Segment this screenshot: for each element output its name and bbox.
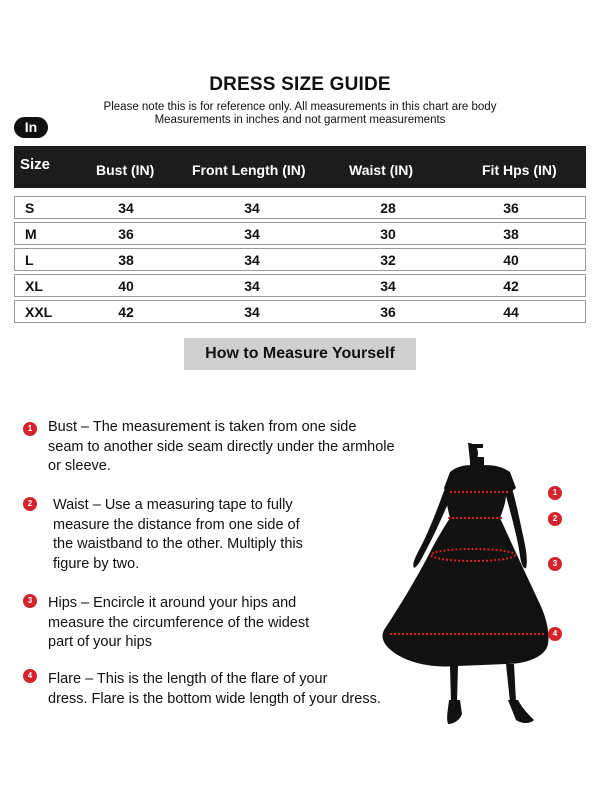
size-cell: M (25, 226, 37, 242)
unit-badge: In (14, 117, 48, 138)
instruction-flare (48, 670, 381, 709)
front-length-cell: 34 (244, 278, 260, 294)
size-table-header (14, 146, 586, 188)
reference-note-line-1: Please note this is for reference only. All measurements in this chart are body (103, 101, 497, 113)
bust-cell: 34 (118, 200, 134, 216)
waist-cell: 32 (380, 252, 396, 268)
header-waist: Waist (IN) (349, 162, 414, 178)
fit-hips-cell: 40 (503, 252, 519, 268)
instruction-hips (48, 594, 309, 653)
fit-hips-cell: 44 (503, 304, 519, 320)
instruction-line: part of your hips (48, 634, 152, 650)
step-number-badge: 2 (23, 497, 37, 511)
fit-hips-cell: 36 (503, 200, 519, 216)
front-length-cell: 34 (244, 226, 260, 242)
figure-marker-waist: 2 (548, 512, 562, 526)
waist-cell: 30 (380, 226, 396, 242)
front-length-cell: 34 (244, 252, 260, 268)
fit-hips-cell: 38 (503, 226, 519, 242)
step-number-badge: 1 (23, 422, 37, 436)
instruction-line: Bust – The measurement is taken from one side (48, 419, 357, 435)
instruction-line: seam to another side seam directly under the armhole (48, 438, 395, 455)
table-row (14, 300, 586, 323)
table-row (14, 196, 586, 219)
header-size: Size (20, 156, 51, 173)
instruction-waist (53, 496, 303, 574)
figure-marker-bust: 1 (548, 486, 562, 500)
header-fit-hips: Fit Hps (IN) (482, 162, 557, 178)
instruction-line: Waist – Use a measuring tape to fully (53, 497, 293, 513)
bust-cell: 38 (118, 252, 134, 268)
instruction-line: figure by two. (53, 555, 140, 572)
size-cell: XL (25, 278, 43, 294)
instruction-line: measure the circumference of the widest (48, 614, 310, 631)
table-row (14, 222, 586, 245)
bust-cell: 42 (118, 304, 134, 320)
figure-marker-flare: 4 (548, 627, 562, 641)
instruction-bust (48, 418, 395, 477)
front-length-cell: 34 (244, 304, 260, 320)
bust-cell: 40 (118, 278, 134, 294)
instruction-line: Flare – This is the length of the flare of your (48, 671, 328, 687)
dress-silhouette-icon (378, 440, 550, 730)
fit-hips-cell: 42 (503, 278, 519, 294)
header-bust: Bust (IN) (96, 162, 155, 178)
bust-cell: 36 (118, 226, 134, 242)
instruction-line: Hips – Encircle it around your hips and (48, 595, 297, 611)
instruction-line: the waistband to the other. Multiply this (53, 536, 303, 552)
waist-cell: 36 (380, 304, 396, 320)
waist-cell: 28 (380, 200, 396, 216)
instruction-line: or sleeve. (48, 458, 111, 474)
step-number-badge: 4 (23, 669, 37, 683)
instruction-line: dress. Flare is the bottom wide length of your dress. (48, 690, 381, 707)
page-title: DRESS SIZE GUIDE (209, 74, 391, 95)
size-cell: S (25, 200, 35, 216)
table-row (14, 274, 586, 297)
table-row (14, 248, 586, 271)
waist-cell: 34 (380, 278, 396, 294)
how-to-measure-heading: How to Measure Yourself (184, 338, 416, 370)
instruction-line: measure the distance from one side of (53, 516, 300, 533)
size-cell: XXL (25, 304, 53, 320)
figure-marker-hips: 3 (548, 557, 562, 571)
reference-note-line-2: Measurements in inches and not garment measurements (154, 114, 446, 126)
front-length-cell: 34 (244, 200, 260, 216)
header-front-length: Front Length (IN) (192, 162, 306, 178)
step-number-badge: 3 (23, 594, 37, 608)
size-cell: L (25, 252, 34, 268)
